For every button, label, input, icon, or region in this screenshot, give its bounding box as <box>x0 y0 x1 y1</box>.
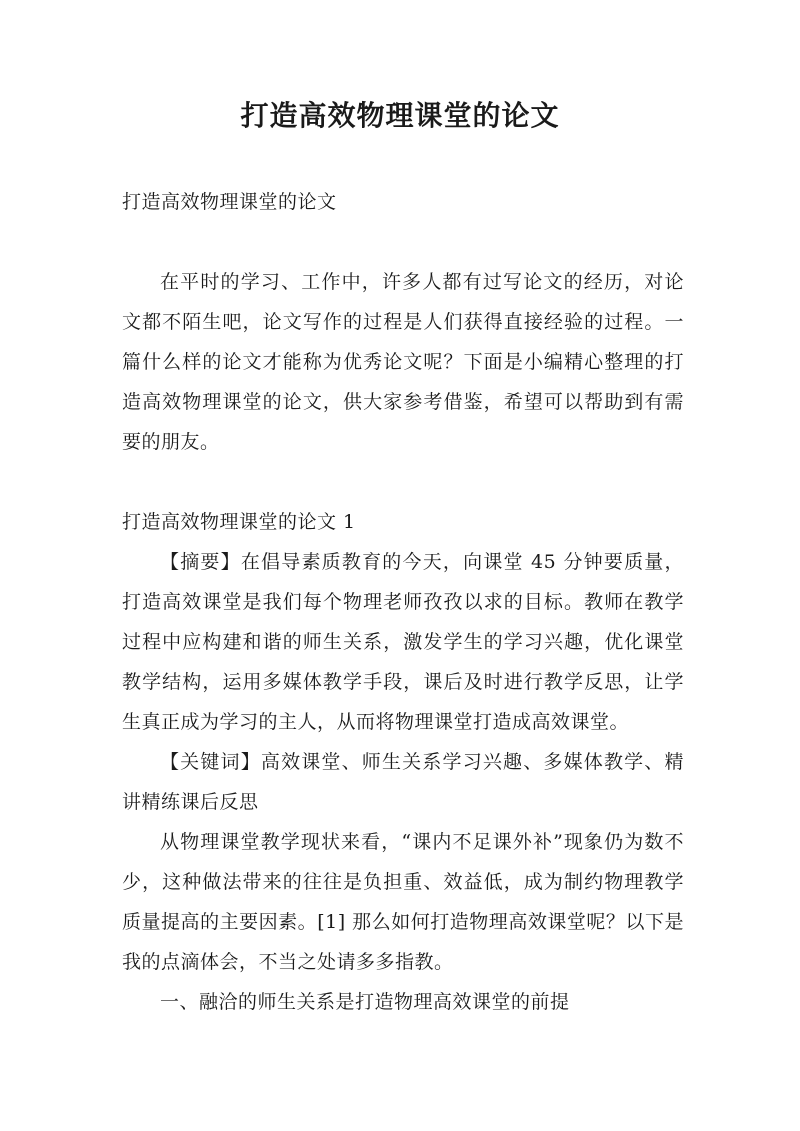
document-subtitle: 打造高效物理课堂的论文 <box>122 191 337 213</box>
section-heading: 一、融洽的师生关系是打造物理高效课堂的前提 <box>160 991 570 1013</box>
document-title: 打造高效物理课堂的论文 <box>240 99 560 132</box>
document-body <box>122 182 684 1022</box>
body-paragraph: 从物理课堂教学现状来看，“课内不足课外补”现象仍为数不少，这种做法带来的往往是负担重、效益低，成为制约物理教学质量提高的主要因素。[1] 那么如何打造物理高效课堂呢？以下是我的点滴体会，不当之处请多多指教。 <box>122 831 684 973</box>
intro-paragraph: 在平时的学习、工作中，许多人都有过写论文的经历，对论文都不陌生吧，论文写作的过程是人们获得直接经验的过程。一篇什么样的论文才能称为优秀论文呢？下面是小编精心整理的打造高效物理课堂的论文，供大家参考借鉴，希望可以帮助到有需要的朋友。 <box>122 271 684 453</box>
keywords-paragraph: 【关键词】高效课堂、师生关系学习兴趣、多媒体教学、精讲精练课后反思 <box>122 751 684 813</box>
section-title: 打造高效物理课堂的论文 1 <box>122 511 356 533</box>
abstract-paragraph: 【摘要】在倡导素质教育的今天，向课堂 45 分钟要质量，打造高效课堂是我们每个物理老师孜孜以求的目标。教师在教学过程中应构建和谐的师生关系，激发学生的学习兴趣，优化课堂教学结构，运用多媒体教学手段，课后及时进行教学反思，让学生真正成为学习的主人，从而将物理课堂打造成高效课堂。 <box>122 551 684 733</box>
